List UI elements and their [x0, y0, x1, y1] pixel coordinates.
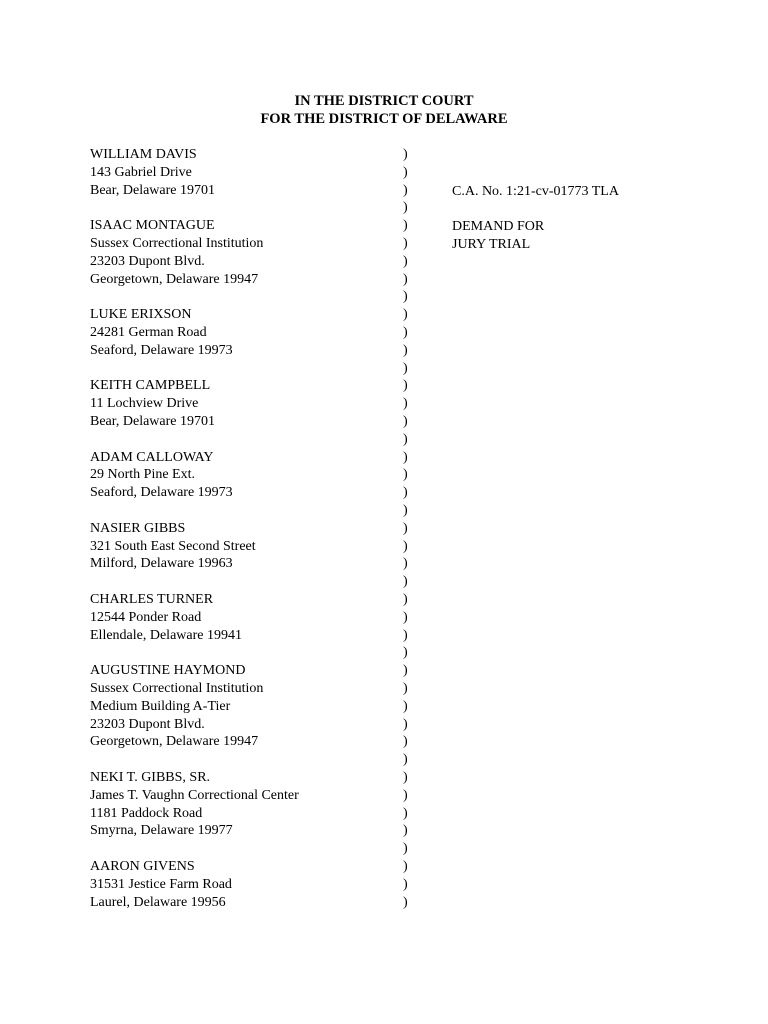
caption-paren: )	[403, 503, 408, 518]
caption-paren: )	[403, 378, 408, 394]
party-address-line: 23203 Dupont Blvd.	[90, 716, 205, 732]
party-name: NEKI T. GIBBS, SR.	[90, 770, 211, 785]
party-address-line: 23203 Dupont Blvd.	[90, 253, 205, 269]
caption-paren: )	[403, 182, 408, 198]
party-address-line: Bear, Delaware 19701	[90, 414, 215, 429]
caption-paren: )	[403, 200, 408, 216]
caption-paren: )	[403, 574, 408, 590]
caption-paren: )	[403, 752, 408, 768]
caption-paren: )	[403, 396, 408, 412]
caption-paren: )	[403, 592, 408, 607]
jury-demand-line-1: DEMAND FOR	[452, 219, 545, 234]
party-address-line: 31531 Jestice Farm Road	[90, 876, 232, 892]
caption-paren: )	[403, 698, 408, 714]
caption-paren: )	[403, 681, 408, 696]
caption-paren: )	[403, 538, 408, 554]
caption-paren: )	[403, 360, 408, 376]
caption-paren: )	[403, 218, 408, 234]
party-address-line: 11 Lochview Drive	[90, 396, 199, 412]
party-address-line: Sussex Correctional Institution	[90, 681, 264, 696]
party-address-line: Sussex Correctional Institution	[90, 236, 264, 251]
party-address-line: 12544 Ponder Road	[90, 609, 202, 625]
party-name: AUGUSTINE HAYMOND	[90, 663, 246, 679]
party-address-line: Milford, Delaware 19963	[90, 556, 233, 572]
caption-paren: )	[403, 841, 408, 857]
case-number: C.A. No. 1:21-cv-01773 TLA	[452, 184, 619, 199]
caption-paren: )	[403, 520, 408, 536]
court-header	[0, 92, 768, 128]
party-name: ISAAC MONTAGUE	[90, 218, 215, 234]
caption-paren: )	[403, 716, 408, 732]
party-address-line: Laurel, Delaware 19956	[90, 894, 226, 910]
caption-paren: )	[403, 467, 408, 483]
caption-paren: )	[403, 894, 408, 910]
caption-paren: )	[403, 271, 408, 287]
party-name: WILLIAM DAVIS	[90, 147, 197, 162]
party-address-line: Georgetown, Delaware 19947	[90, 734, 259, 750]
party-address-line: 143 Gabriel Drive	[90, 164, 192, 180]
caption-paren: )	[403, 805, 408, 821]
caption-paren: )	[403, 485, 408, 501]
party-address-line: Smyrna, Delaware 19977	[90, 823, 233, 839]
caption-paren: )	[403, 342, 408, 358]
party-name: AARON GIVENS	[90, 859, 195, 874]
caption-paren: )	[403, 734, 408, 750]
caption-paren: )	[403, 307, 408, 323]
party-address-line: Ellendale, Delaware 19941	[90, 627, 242, 643]
party-address-line: 321 South East Second Street	[90, 538, 256, 554]
caption-paren: )	[403, 289, 408, 305]
caption-paren: )	[403, 876, 408, 892]
caption-paren: )	[403, 645, 408, 661]
caption-paren: )	[403, 164, 408, 180]
jury-demand-line-2: JURY TRIAL	[452, 237, 531, 252]
caption-paren: )	[403, 147, 408, 162]
court-title: IN THE DISTRICT COURT	[294, 93, 474, 109]
party-address-line: Bear, Delaware 19701	[90, 182, 215, 198]
court-district: FOR THE DISTRICT OF DELAWARE	[260, 111, 508, 127]
caption-paren: )	[403, 823, 408, 839]
caption-paren: )	[403, 253, 408, 269]
party-address-line: 29 North Pine Ext.	[90, 467, 195, 483]
party-name: LUKE ERIXSON	[90, 307, 192, 323]
caption-paren: )	[403, 325, 408, 340]
party-address-line: Seaford, Delaware 19973	[90, 485, 233, 501]
caption-paren: )	[403, 556, 408, 572]
party-address-line: 24281 German Road	[90, 325, 207, 340]
party-name: KEITH CAMPBELL	[90, 378, 211, 394]
caption-paren: )	[403, 770, 408, 785]
caption-paren: )	[403, 787, 408, 803]
party-name: ADAM CALLOWAY	[90, 449, 214, 465]
caption-paren: )	[403, 627, 408, 643]
party-address-line: Seaford, Delaware 19973	[90, 342, 233, 358]
party-address-line: 1181 Paddock Road	[90, 805, 203, 821]
caption-paren: )	[403, 609, 408, 625]
party-name: CHARLES TURNER	[90, 592, 214, 607]
party-address-line: James T. Vaughn Correctional Center	[90, 787, 299, 803]
caption-paren: )	[403, 859, 408, 874]
caption-paren: )	[403, 414, 408, 429]
caption-paren: )	[403, 449, 408, 465]
party-name: NASIER GIBBS	[90, 520, 186, 536]
party-address-line: Medium Building A-Tier	[90, 698, 231, 714]
party-address-line: Georgetown, Delaware 19947	[90, 271, 259, 287]
caption-paren: )	[403, 236, 408, 251]
caption-paren: )	[403, 431, 408, 447]
caption-paren: )	[403, 663, 408, 679]
